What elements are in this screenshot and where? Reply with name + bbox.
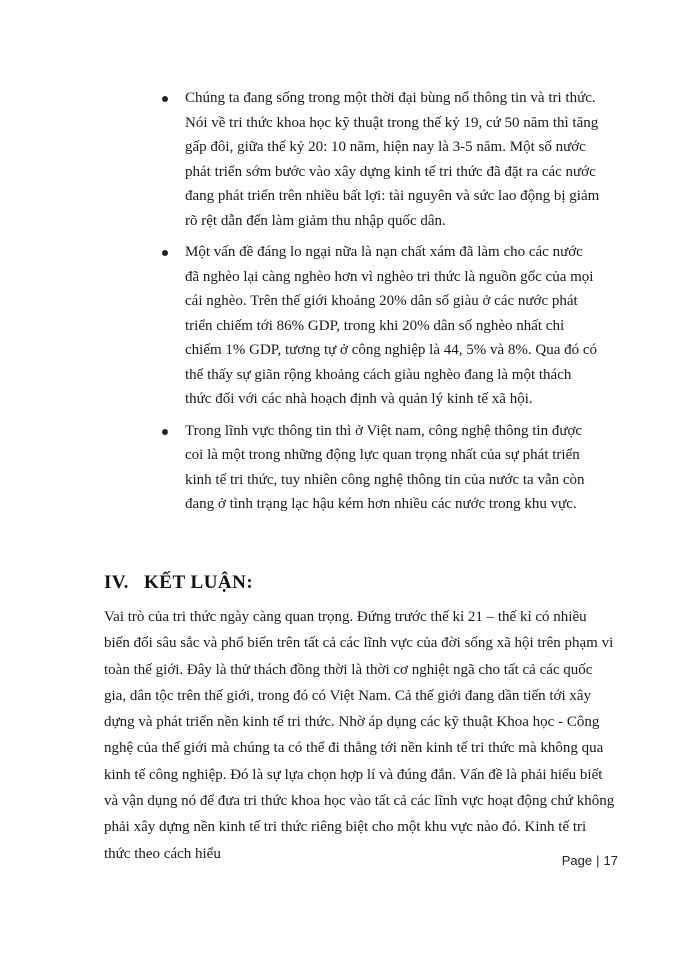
bullet-icon — [162, 96, 168, 102]
bullet-icon — [162, 250, 168, 256]
section-title: KẾT LUẬN: — [144, 572, 254, 593]
section-heading — [104, 572, 253, 594]
bullet-text: Trong lĩnh vực thông tin thì ở Việt nam, công nghệ thông tin được coi là một trong những động lực quan trọng nhất của sự phát triển kinh tế tri thức, tuy nhiên công nghệ thông tin của nước ta vẫn còn đang ở tình trạng lạc hậu kém hơn nhiều các nước trong khu vực. — [185, 422, 585, 512]
list-item — [160, 419, 600, 517]
section-number: IV. — [104, 572, 129, 593]
footer-separator: | — [596, 853, 600, 868]
list-item — [160, 240, 600, 412]
page-footer — [562, 853, 618, 868]
conclusion-paragraph: Vai trò của tri thức ngày càng quan trọng. Đứng trước thế kỉ 21 – thế kỉ có nhiều biến đổi sâu sắc và phổ biến trên tất cả các lĩnh vực của đời sống xã hội trên phạm vi toàn thế giới. Đây là thử thách đồng thời là thời cơ nghiệt ngã cho tất cả các quốc gia, dân tộc trên thế giới, trong đó có Việt Nam. Cả thế giới đang dần tiến tới xây dựng và phát triển nền kinh tế tri thức. Nhờ áp dụng các kỹ thuật Khoa học - Công nghệ của thế giới mà chúng ta có thể đi thẳng tới nền kinh tế tri thức mà không qua kinh tế công nghiệp. Đó là sự lựa chọn hợp lí và đúng đắn. Vấn đề là phải hiểu biết và vận dụng nó để đưa tri thức khoa học vào tất cả các lĩnh vực hoạt động chứ không phải xây dựng nền kinh tế tri thức riêng biệt cho một khu vực nào đó. Kinh tế tri thức theo cách hiểu — [104, 609, 615, 862]
page-label: Page — [561, 853, 593, 868]
page-number: 17 — [603, 853, 618, 868]
list-item — [160, 86, 600, 233]
bullet-icon — [162, 429, 168, 435]
bullet-text: Chúng ta đang sống trong một thời đại bùng nổ thông tin và tri thức. Nói về tri thức khoa học kỹ thuật trong thế kỷ 19, cứ 50 năm thì tăng gấp đôi, giữa thế kỷ 20: 10 năm, hiện nay là 3-5 năm. Một số nước phát triển sớm bước vào xây dựng kinh tế tri thức đã đặt ra các nước đang phát triển trên nhiều bất lợi: tài nguyên và sức lao động bị giảm rõ rệt dẫn đến làm giảm thu nhập quốc dân. — [185, 90, 600, 229]
bullet-text: Một vấn đề đáng lo ngại nữa là nạn chất xám đã làm cho các nước đã nghèo lại càng nghèo hơn vì nghèo tri thức là nguồn gốc của mọi cái nghèo. Trên thế giới khoảng 20% dân số giàu ở các nước phát triển chiếm tới 86% GDP, trong khi 20% dân số nghèo nhất chỉ chiếm 1% GDP, tương tự ở công nghiệp là 44, 5% và 8%. Qua đó có thể thấy sự giãn rộng khoảng cách giàu nghèo đang là một thách thức đối với các nhà hoạch định và quản lý kinh tế xã hội. — [185, 244, 598, 407]
bullet-list — [160, 86, 600, 524]
